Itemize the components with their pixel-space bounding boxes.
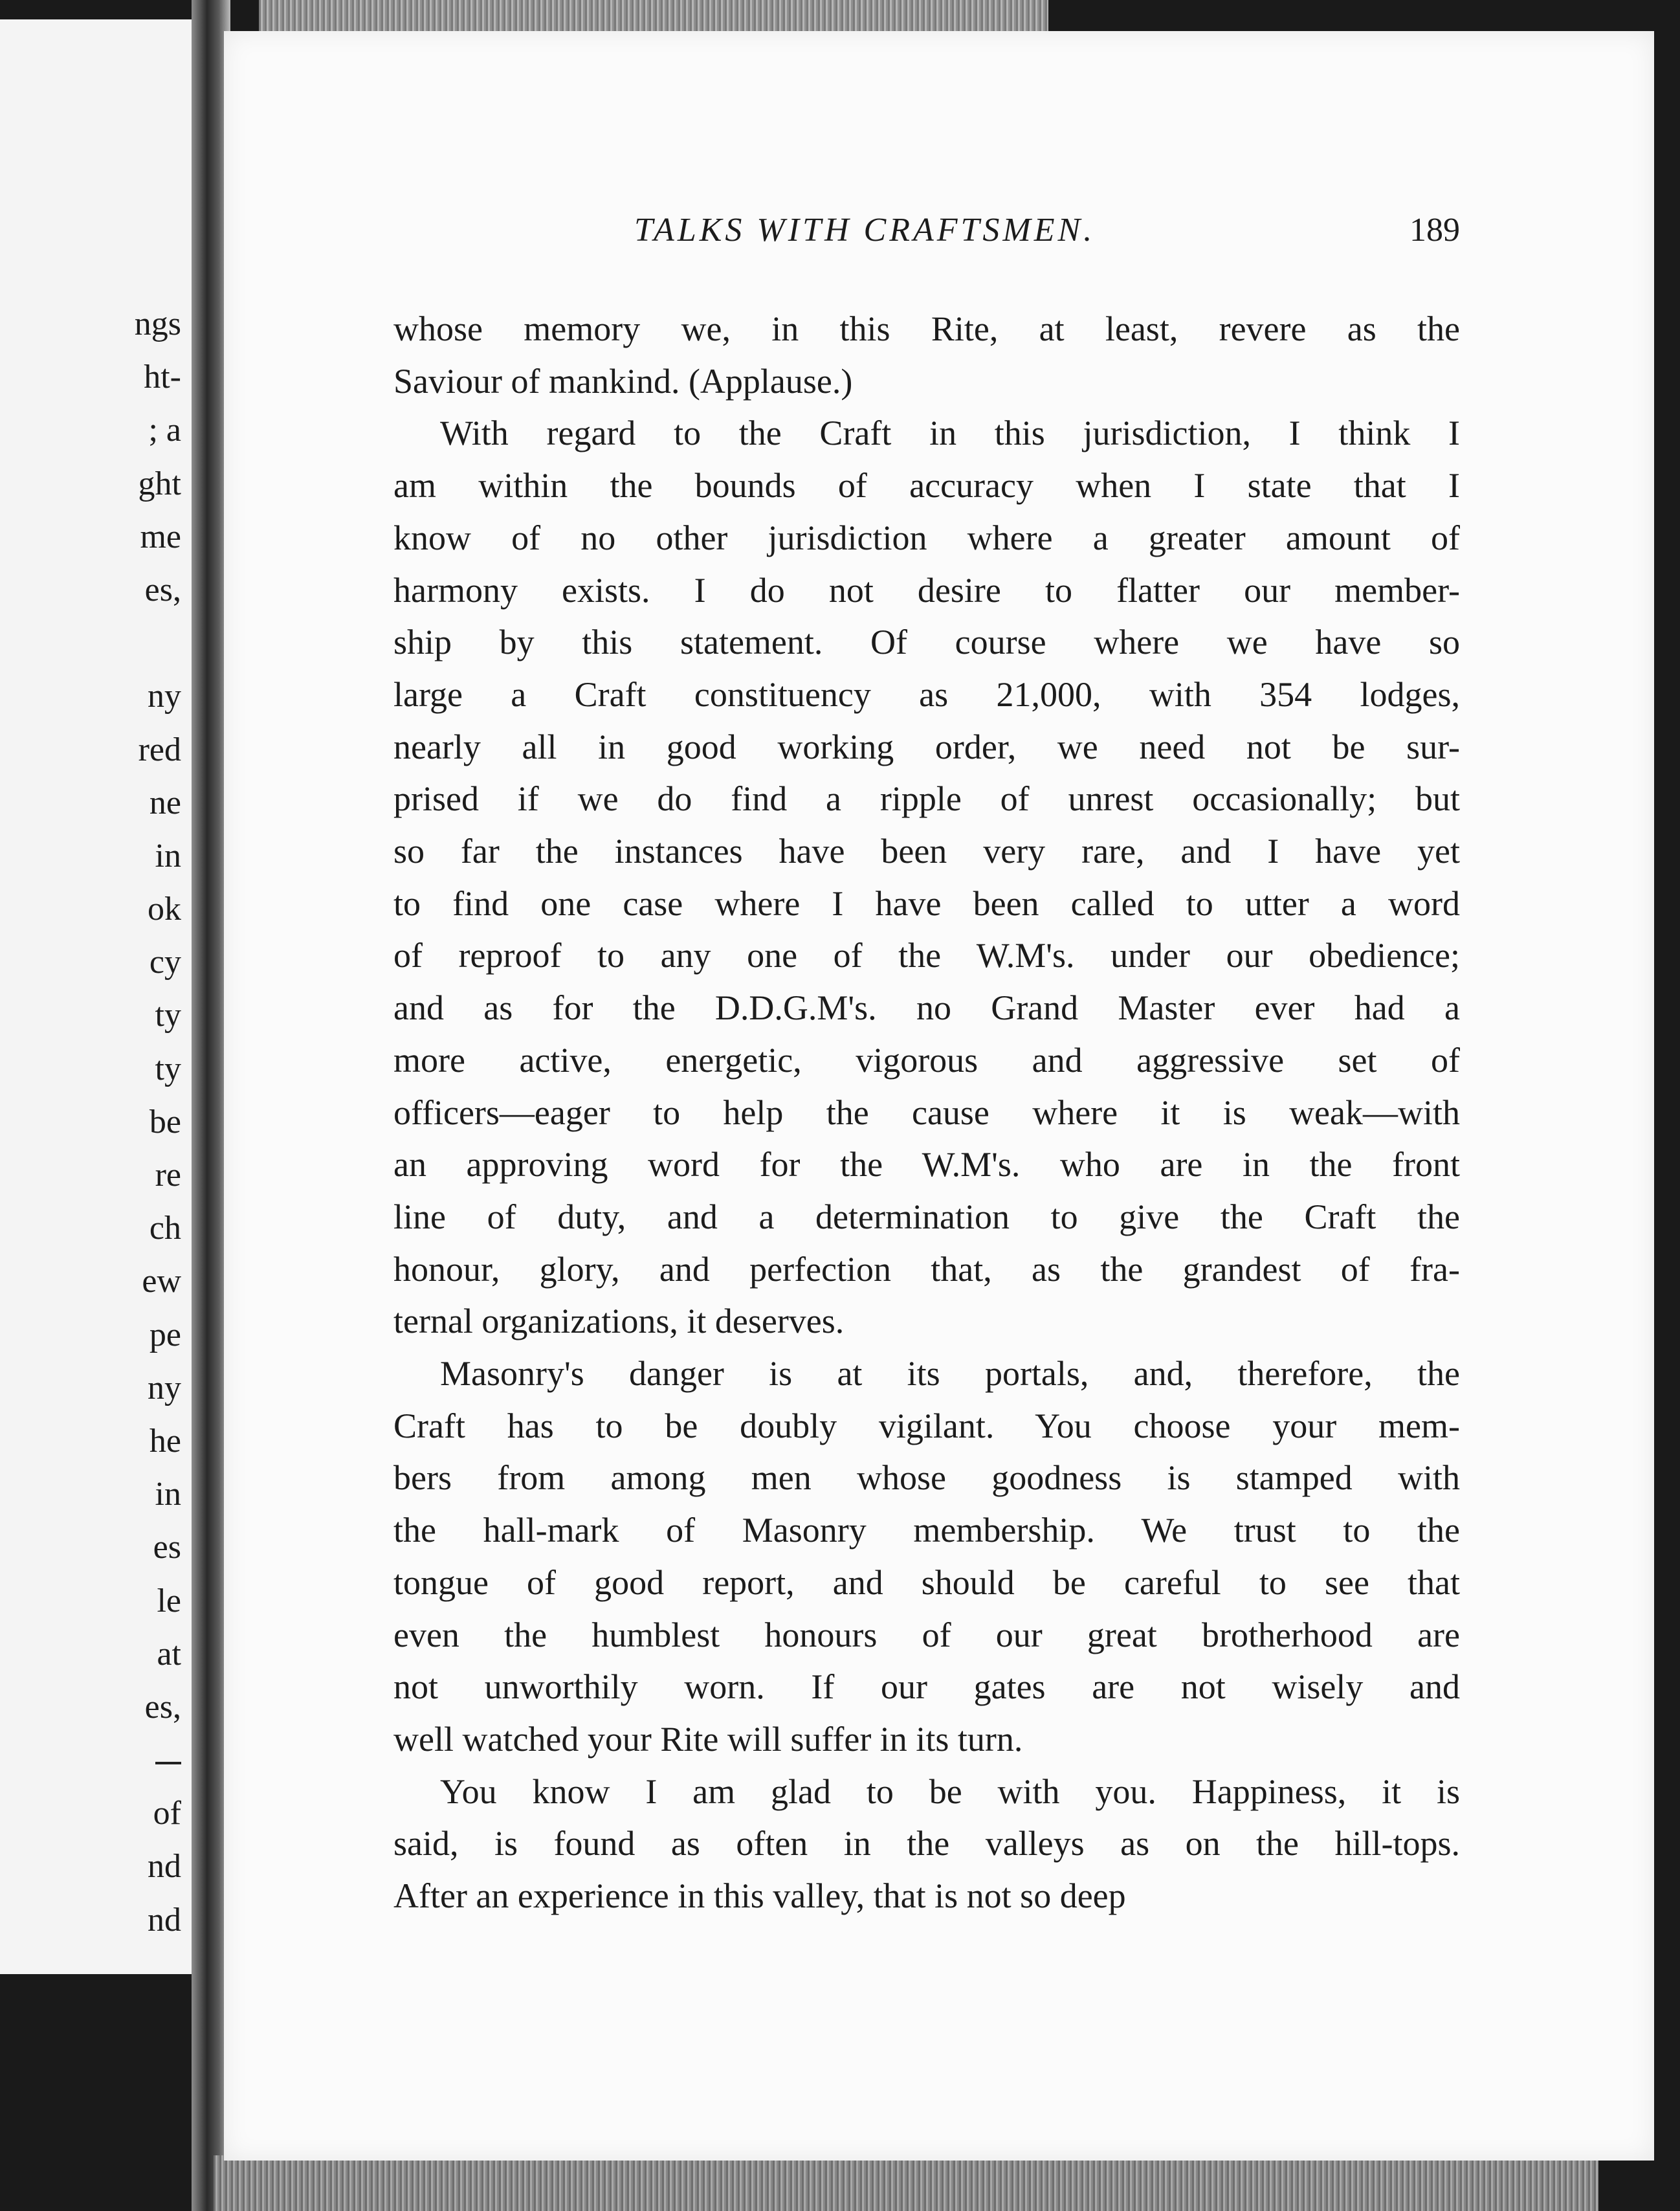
facing-page-fragment: le	[157, 1582, 181, 1619]
facing-page-fragment: re	[155, 1157, 181, 1194]
facing-page-fragment: in	[155, 837, 181, 874]
text-line: Masonry's danger is at its portals, and, therefore, the	[440, 1354, 1460, 1394]
text-line: whose memory we, in this Rite, at least, revere as the	[393, 309, 1460, 348]
facing-page-fragment: es	[153, 1529, 181, 1566]
book-page	[224, 31, 1654, 2161]
paragraph	[393, 1766, 1460, 1922]
text-line: know of no other jurisdiction where a greater amount of	[393, 518, 1460, 557]
text-line: harmony exists. I do not desire to flatter our member-	[393, 570, 1460, 610]
text-line: With regard to the Craft in this jurisdiction, I think I	[440, 414, 1460, 453]
facing-page-left	[0, 19, 192, 1974]
facing-page-fragment: in	[155, 1476, 181, 1513]
running-title: TALKS WITH CRAFTSMEN.	[634, 212, 1096, 249]
text-line: You know I am glad to be with you. Happiness, it is	[440, 1772, 1460, 1811]
text-line: large a Craft constituency as 21,000, with 354 lodges,	[393, 674, 1460, 714]
text-line: even the humblest honours of our great brotherhood are	[393, 1615, 1460, 1654]
facing-page-fragment: nd	[148, 1848, 181, 1885]
text-line: not unworthily worn. If our gates are not wisely and	[393, 1667, 1460, 1707]
text-line: honour, glory, and perfection that, as the grandest of fra-	[393, 1249, 1460, 1289]
text-line: ternal organizations, it deserves.	[393, 1302, 845, 1341]
facing-page-fragment: ngs	[134, 306, 181, 342]
text-line: and as for the D.D.G.M's. no Grand Master ever had a	[393, 988, 1460, 1028]
text-line: prised if we do find a ripple of unrest occasionally; but	[393, 779, 1460, 819]
text-line: Craft has to be doubly vigilant. You choose your mem-	[393, 1406, 1460, 1445]
facing-page-fragment: me	[140, 518, 181, 555]
text-line: ship by this statement. Of course where we have so	[393, 623, 1460, 662]
facing-page-fragment: ok	[148, 891, 181, 928]
page-number: 189	[1409, 212, 1460, 249]
text-line: of reproof to any one of the W.M's. under our obedience;	[393, 936, 1460, 975]
text-line: Saviour of mankind. (Applause.)	[393, 361, 853, 401]
facing-page-fragment: ne	[149, 784, 181, 821]
text-line: nearly all in good working order, we need not be sur-	[393, 727, 1460, 766]
facing-page-fragment: ny	[148, 678, 181, 715]
facing-page-text-fragments	[135, 298, 181, 1947]
body-text	[393, 303, 1460, 1922]
paragraph	[393, 1348, 1460, 1766]
facing-page-fragment: es,	[144, 571, 181, 608]
facing-page-fragment: cy	[149, 944, 181, 981]
facing-page-fragment: ght	[138, 465, 181, 502]
facing-page-fragment	[135, 1734, 181, 1787]
facing-page-fragment: ch	[149, 1210, 181, 1247]
facing-page-fragment: at	[157, 1635, 181, 1672]
facing-page-fragment	[135, 617, 181, 670]
text-line: an approving word for the W.M's. who are in the front	[393, 1145, 1460, 1184]
paragraph	[393, 303, 1460, 407]
text-line: well watched your Rite will suffer in its turn.	[393, 1719, 1023, 1759]
page-header	[393, 211, 1460, 263]
text-line: the hall-mark of Masonry membership. We trust to the	[393, 1511, 1460, 1550]
text-line: After an experience in this valley, that is not so deep	[393, 1876, 1126, 1916]
text-line: officers—eager to help the cause where it is weak—with	[393, 1093, 1460, 1132]
facing-page-fragment: es,	[144, 1688, 181, 1726]
text-line: to find one case where I have been called to utter a word	[393, 883, 1460, 923]
facing-page-fragment: ty	[155, 1050, 181, 1087]
facing-page-fragment: ty	[155, 997, 181, 1034]
facing-page-rule	[155, 1762, 181, 1764]
text-line: am within the bounds of accuracy when I state that I	[393, 466, 1460, 506]
facing-page-fragment: of	[153, 1795, 181, 1832]
paragraph	[393, 407, 1460, 1348]
text-line: bers from among men whose goodness is stamped with	[393, 1458, 1460, 1498]
facing-page-fragment: ; a	[148, 412, 181, 449]
facing-page-fragment: pe	[149, 1316, 181, 1353]
facing-page-fragment: ew	[142, 1263, 181, 1300]
text-line: line of duty, and a determination to give the Craft the	[393, 1197, 1460, 1236]
text-line: tongue of good report, and should be careful to see that	[393, 1562, 1460, 1602]
facing-page-fragment: be	[149, 1103, 181, 1140]
page-edge-bottom	[214, 2155, 1598, 2211]
facing-page-fragment: nd	[148, 1901, 181, 1939]
facing-page-fragment: ht-	[144, 359, 181, 396]
facing-page-fragment: he	[149, 1422, 181, 1460]
text-line: more active, energetic, vigorous and aggressive set of	[393, 1040, 1460, 1080]
text-line: so far the instances have been very rare, and I have yet	[393, 832, 1460, 871]
facing-page-fragment: ny	[148, 1369, 181, 1406]
facing-page-fragment: red	[138, 731, 181, 768]
text-line: said, is found as often in the valleys as on the hill-tops.	[393, 1824, 1460, 1863]
